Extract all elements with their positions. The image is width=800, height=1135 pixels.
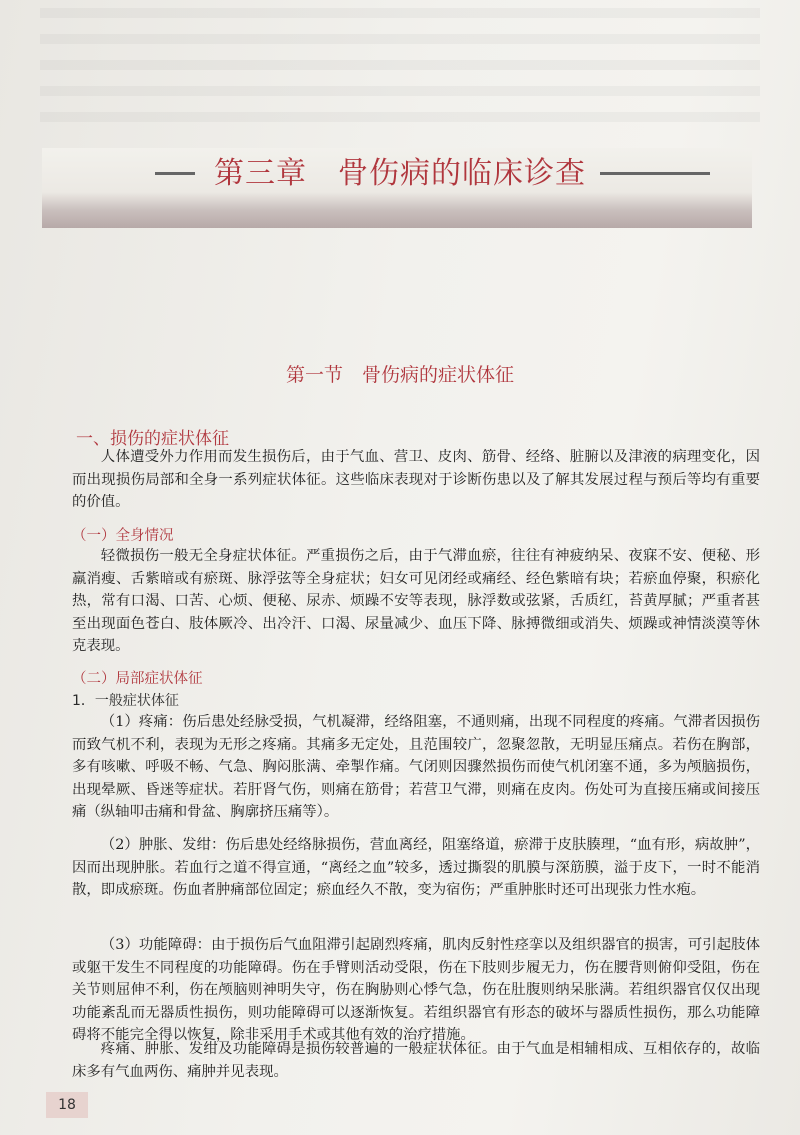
heading-injury-signs: 一、损伤的症状体征: [76, 429, 229, 449]
chapter-rule-right: [600, 172, 710, 175]
page-number: 18: [46, 1092, 88, 1118]
section-title: 第一节 骨伤病的症状体征: [285, 364, 514, 386]
chapter-rule-left: [155, 172, 195, 175]
chapter-title: 第三章 骨伤病的临床诊查: [214, 156, 586, 191]
pain-paragraph: （1）疼痛：伤后患处经脉受损，气机凝滞，经络阻塞，不通则痛，出现不同程度的疼痛。气滞者因损伤而致气机不利，表现为无形之疼痛。其痛多无定处，且范围较广，忽聚忽散，无明显压痛点。若伤在胸部，多有咳嗽、呼吸不畅、气急、胸闷胀满、牵掣作痛。气闭则因骤然损伤而使气机闭塞不通，多为颅脑损伤，出现晕厥、昏迷等症状。若肝肾气伤，则痛在筋骨；若营卫气滞，则痛在皮肉。伤处可为直接压痛或间接压痛（纵轴叩击痛和骨盆、胸廓挤压痛等）。: [72, 714, 760, 821]
intro-paragraph: 人体遭受外力作用而发生损伤后，由于气血、营卫、皮肉、筋骨、经络、脏腑以及津液的病理变化，因而出现损伤局部和全身一系列症状体征。这些临床表现对于诊断伤患以及了解其发展过程与预后等均有重要的价值。: [72, 449, 760, 511]
dysfunction-paragraph: （3）功能障碍：由于损伤后气血阻滞引起剧烈疼痛，肌肉反射性痉挛以及组织器官的损害，可引起肢体或躯干发生不同程度的功能障碍。伤在手臂则活动受限，伤在下肢则步履无力，伤在腰背则俯仰受阻，伤在关节则屈伸不利，伤在颅脑则神明失守，伤在胸胁则心悸气急，伤在肚腹则纳呆胀满。若组织器官仅仅出现功能紊乱而无器质性损伤，则功能障碍可以逐渐恢复。若组织器官有形态的破坏与器质性损伤，那么功能障碍将不能完全得以恢复，除非采用手术或其他有效的治疗措施。: [72, 937, 760, 1044]
heading-general-signs: 1．一般症状体征: [72, 693, 179, 709]
heading-systemic: （一）全身情况: [72, 528, 174, 544]
heading-local: （二）局部症状体征: [72, 671, 203, 687]
bleed-through-text: [40, 8, 760, 138]
summary-paragraph: 疼痛、肿胀、发绀及功能障碍是损伤较普遍的一般症状体征。由于气血是相辅相成、互相依存的，故临床多有气血两伤、痛肿并见表现。: [72, 1041, 760, 1080]
systemic-paragraph: 轻微损伤一般无全身症状体征。严重损伤之后，由于气滞血瘀，往往有神疲纳呆、夜寐不安、便秘、形羸消瘦、舌紫暗或有瘀斑、脉浮弦等全身症状；妇女可见闭经或痛经、经色紫暗有块；若瘀血停聚，积瘀化热，常有口渴、口苦、心烦、便秘、尿赤、烦躁不安等表现，脉浮数或弦紧，舌质红，苔黄厚腻；严重者甚至出现面色苍白、肢体厥冷、出冷汗、口渴、尿量减少、血压下降、脉搏微细或消失、烦躁或神情淡漠等休克表现。: [72, 548, 760, 655]
swelling-paragraph: （2）肿胀、发绀：伤后患处经络脉损伤，营血离经，阻塞络道，瘀滞于皮肤腠理，“血有形，病故肿”，因而出现肿胀。若血行之道不得宣通，“离经之血”较多，透过撕裂的肌膜与深筋膜，溢于皮下，一时不能消散，即成瘀斑。伤血者肿痛部位固定；瘀血经久不散，变为宿伤；严重肿胀时还可出现张力性水疱。: [72, 837, 760, 899]
